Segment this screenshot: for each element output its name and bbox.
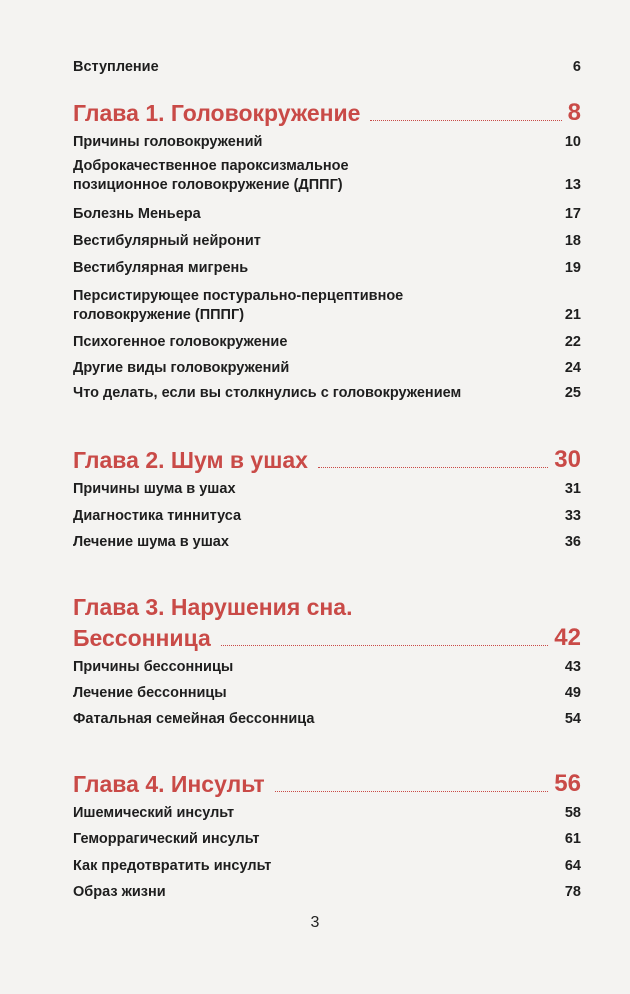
chapter-title: Глава 1. Головокружение [73,100,361,126]
toc-entry-page: 64 [564,858,581,874]
toc-entry[interactable] [73,157,581,195]
chapter-title: Бессонница [73,625,211,651]
toc-entry-title: Доброкачественное пароксизмальное позиционное головокружение (ДППГ) [73,158,349,193]
toc-entry-title: Персистирующее постурально-перцептивное головокружение (ПППГ) [73,288,404,323]
toc-entry-title: Фатальная семейная бессонница [73,711,315,727]
toc-entry-page: 13 [564,177,581,193]
toc-entry-title: Вестибулярный нейронит [73,233,261,249]
toc-entry-page: 61 [564,831,581,847]
toc-entry-title: Вступление [73,59,159,75]
chapter-title: Глава 4. Инсульт [73,771,265,797]
chapter-4-heading[interactable] [73,770,581,798]
toc-entry-title: Причины бессонницы [73,659,234,675]
chapter-page: 42 [554,624,581,651]
toc-entry-page: 18 [564,233,581,249]
toc-entry[interactable] [73,830,581,849]
toc-entry-title: Причины головокружений [73,134,263,150]
toc-entry-page: 21 [564,307,581,323]
toc-entry-page: 49 [564,685,581,701]
toc-entry[interactable] [73,359,581,378]
toc-entry-title: Геморрагический инсульт [73,831,260,847]
toc-entry-title: Ишемический инсульт [73,805,235,821]
dot-leader [275,791,549,792]
page-number: 3 [310,914,320,931]
toc-entry-title: Что делать, если вы столкнулись с головокружением [73,385,462,401]
toc-entry[interactable] [73,232,581,251]
toc-entry[interactable] [73,883,581,902]
chapter-title: Глава 3. Нарушения сна. [73,594,353,620]
toc-entry-page: 17 [564,206,581,222]
toc-entry-title: Другие виды головокружений [73,360,290,376]
toc-entry[interactable] [73,205,581,224]
toc-entry[interactable] [73,710,581,729]
chapter-page: 30 [554,446,581,473]
toc-entry-page: 54 [564,711,581,727]
toc-entry-page: 25 [564,385,581,401]
toc-entry-title: Образ жизни [73,884,166,900]
toc-entry-page: 19 [564,260,581,276]
toc-intro[interactable] [73,58,581,77]
toc-entry-title: Вестибулярная мигрень [73,260,249,276]
toc-entry-page: 58 [564,805,581,821]
toc-entry-page: 78 [564,884,581,900]
toc-entry-page: 6 [572,59,581,75]
toc-entry[interactable] [73,684,581,703]
toc-entry-title: Как предотвратить инсульт [73,858,272,874]
toc-entry-page: 24 [564,360,581,376]
toc-entry-title: Лечение шума в ушах [73,534,229,550]
toc-entry[interactable] [73,259,581,278]
toc-entry[interactable] [73,857,581,876]
toc-entry-title: Лечение бессонницы [73,685,227,701]
chapter-2-heading[interactable] [73,446,581,474]
dot-leader [318,467,548,468]
chapter-3-heading-line1[interactable] [73,593,581,621]
toc-entry-page: 43 [564,659,581,675]
toc-entry[interactable] [73,804,581,823]
toc-entry[interactable] [73,384,581,403]
chapter-page: 8 [567,99,581,126]
toc-entry-page: 22 [564,334,581,350]
chapter-1-heading[interactable] [73,99,581,127]
chapter-page: 56 [554,770,581,797]
toc-entry-title: Психогенное головокружение [73,334,288,350]
toc-entry[interactable] [73,658,581,677]
chapter-3-heading-line2[interactable] [73,624,581,652]
toc-entry[interactable] [73,287,581,325]
toc-entry-page: 36 [564,534,581,550]
toc-entry[interactable] [73,333,581,352]
toc-entry-page: 31 [564,481,581,497]
toc-entry-page: 33 [564,508,581,524]
toc-entry-title: Болезнь Меньера [73,206,201,222]
toc-entry[interactable] [73,533,581,552]
dot-leader [370,120,561,121]
chapter-title: Глава 2. Шум в ушах [73,447,308,473]
toc-entry[interactable] [73,480,581,499]
toc-entry-title: Причины шума в ушах [73,481,236,497]
dot-leader [221,645,549,646]
toc-entry[interactable] [73,133,581,152]
toc-entry-page: 10 [564,134,581,150]
toc-entry-title: Диагностика тиннитуса [73,508,242,524]
toc-entry[interactable] [73,507,581,526]
